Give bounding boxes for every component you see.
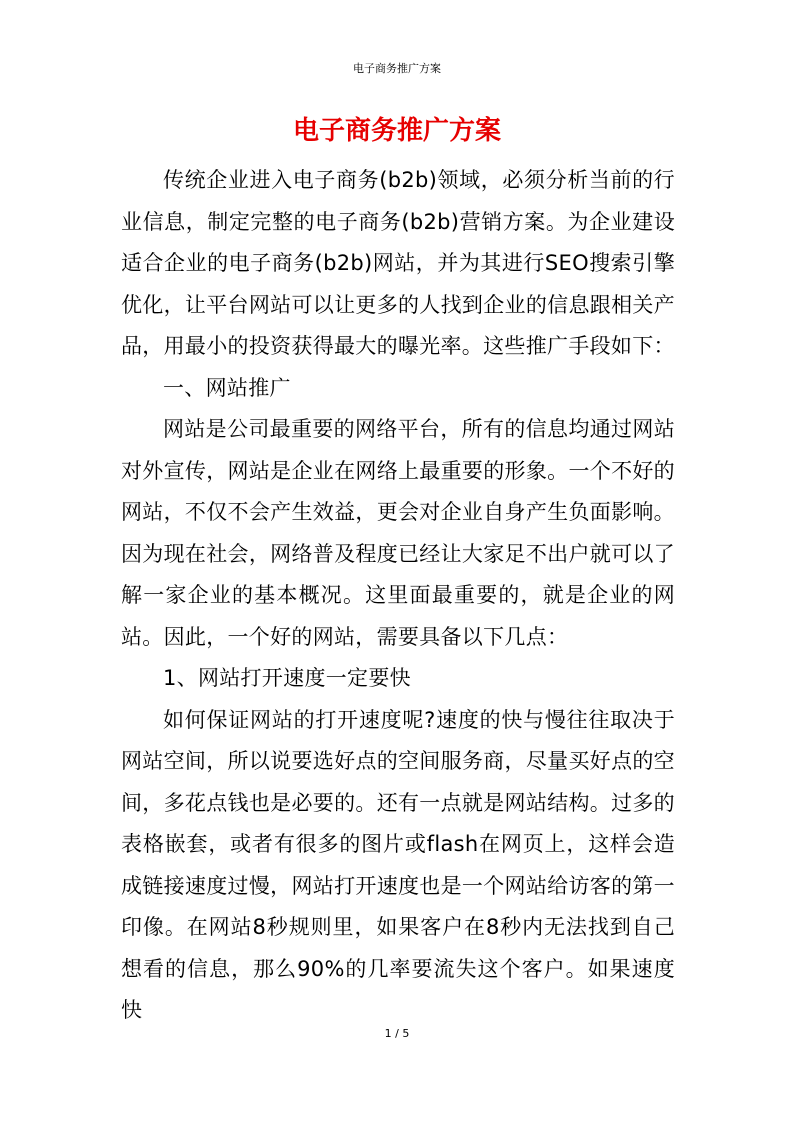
paragraph-load-speed: 如何保证网站的打开速度呢?速度的快与慢往往取决于网站空间，所以说要选好点的空间服务商，尽量买好点的空间，多花点钱也是必要的。还有一点就是网站结构。过多的表格嵌套，或者有很多的图片或flash在网页上，这样会造成链接速度过慢，网站打开速度也是一个网站给访客的第一印像。在网站8秒规则里，如果客户在8秒内无法找到自己想看的信息，那么90%的几率要流失这个客户。如果速度快 xyxy=(121,707,675,1022)
page-number: 1 / 5 xyxy=(384,1027,410,1040)
paragraph-intro: 传统企业进入电子商务(b2b)领域，必须分析当前的行业信息，制定完整的电子商务(b2b)营销方案。为企业建设适合企业的电子商务(b2b)网站，并为其进行SEO搜索引擎优化，让平台网站可以让更多的人找到企业的信息跟相关产品，用最小的投资获得最大的曝光率。这些推广手段如下： xyxy=(121,168,675,358)
paragraph-website-importance: 网站是公司最重要的网络平台，所有的信息均通过网站对外宣传，网站是企业在网络上最重要的形象。一个不好的网站，不仅不会产生效益，更会对企业自身产生负面影响。因为现在社会，网络普及程度已经让大家足不出户就可以了解一家企业的基本概况。这里面最重要的，就是企业的网站。因此，一个好的网站，需要具备以下几点： xyxy=(121,417,675,649)
document-title: 电子商务推广方案 xyxy=(292,116,501,146)
section-heading-website-promotion: 一、网站推广 xyxy=(163,375,291,400)
document-body xyxy=(121,160,675,1032)
page-header: 电子商务推广方案 xyxy=(353,62,441,75)
subsection-heading-load-speed: 1、网站打开速度一定要快 xyxy=(163,666,411,690)
